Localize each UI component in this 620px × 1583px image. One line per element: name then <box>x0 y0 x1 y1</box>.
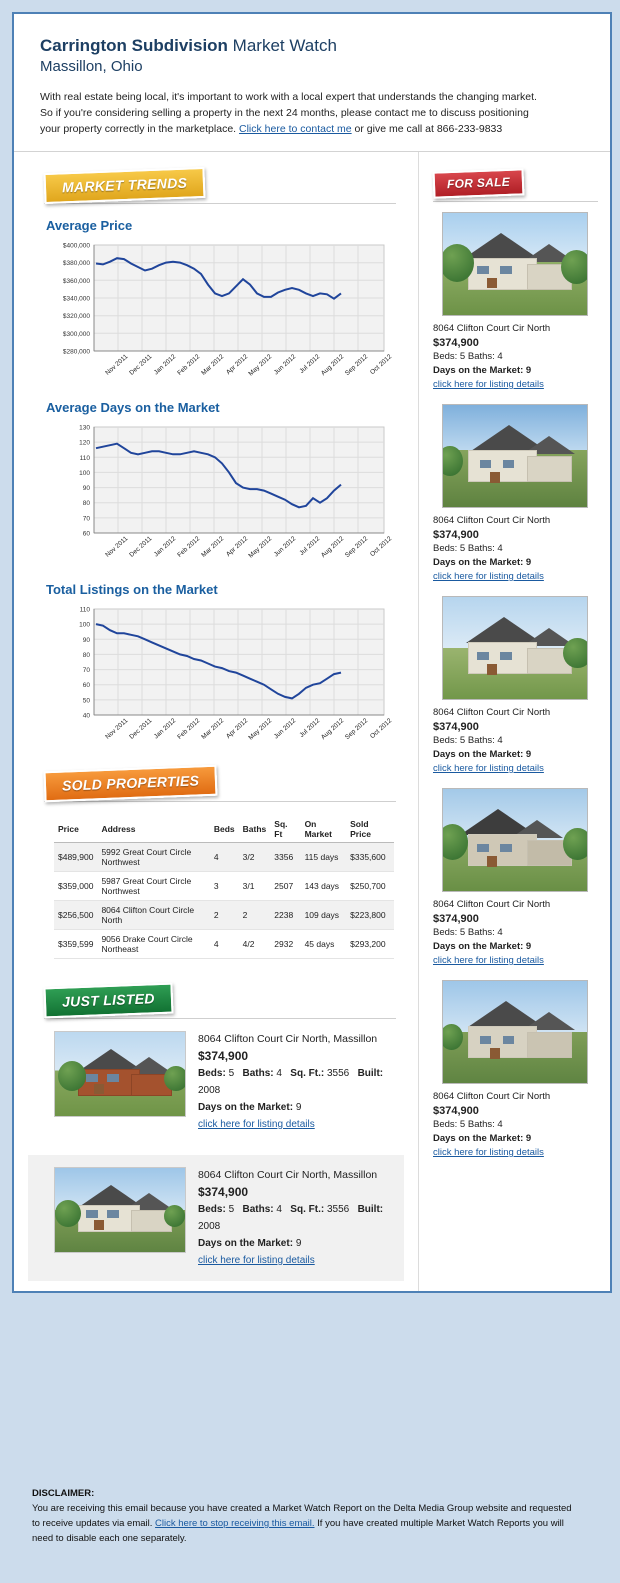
sold-properties-table <box>54 816 394 959</box>
listing-price: $374,900 <box>433 721 479 733</box>
list-item[interactable] <box>419 970 610 1162</box>
listing-details-link[interactable]: click here for listing details <box>433 1147 544 1158</box>
listing-details <box>433 706 596 776</box>
svg-text:$320,000: $320,000 <box>62 313 90 321</box>
list-item[interactable] <box>419 394 610 586</box>
intro-line-3 <box>40 121 584 137</box>
cell-price: $359,000 <box>54 872 97 901</box>
listing-details-link[interactable]: click here for listing details <box>433 571 544 582</box>
svg-text:100: 100 <box>79 469 90 477</box>
property-photo[interactable] <box>442 788 588 892</box>
cell-beds: 4 <box>210 843 239 872</box>
page-subtitle: Massillon, Ohio <box>40 58 143 75</box>
listing-beds-baths: Beds: 5 Baths: 4 <box>433 735 503 746</box>
sqft-label: Sq. Ft.: <box>290 1068 325 1079</box>
dom-label: Days on the Market: <box>198 1238 294 1249</box>
svg-text:Jul 2012: Jul 2012 <box>298 353 322 375</box>
listing-address: 8064 Clifton Court Cir North <box>433 1091 551 1102</box>
contact-link[interactable]: Click here to contact me <box>239 123 352 135</box>
svg-text:70: 70 <box>82 515 90 523</box>
svg-text:Mar 2012: Mar 2012 <box>200 353 226 377</box>
listing-beds-baths: Beds: 5 Baths: 4 <box>433 351 503 362</box>
table-row <box>54 930 394 959</box>
svg-text:Feb 2012: Feb 2012 <box>176 535 202 559</box>
cell-on-market: 109 days <box>301 901 347 930</box>
svg-text:Jul 2012: Jul 2012 <box>298 717 322 739</box>
listing-beds-baths: Beds: 5 Baths: 4 <box>433 1119 503 1130</box>
listing-details <box>433 1090 596 1160</box>
disclaimer-line-1: You are receiving this email because you have created a Market Watch Report on the Delta Media Group website and requested <box>32 1503 572 1514</box>
listing-price: $374,900 <box>433 529 479 541</box>
svg-text:100: 100 <box>79 621 90 629</box>
cell-sold-price: $223,800 <box>346 901 394 930</box>
listing-details-link[interactable]: click here for listing details <box>433 955 544 966</box>
svg-text:120: 120 <box>79 439 90 447</box>
page-title <box>40 36 584 56</box>
svg-text:Dec 2011: Dec 2011 <box>128 717 154 741</box>
svg-text:Jun 2012: Jun 2012 <box>272 717 298 741</box>
report-header <box>14 14 610 152</box>
svg-text:Feb 2012: Feb 2012 <box>176 353 202 377</box>
cell-sqft: 2507 <box>270 872 300 901</box>
svg-text:Apr 2012: Apr 2012 <box>225 353 250 377</box>
chart-1-title: Average Price <box>46 218 133 233</box>
table-header-row <box>54 816 394 843</box>
dom-value: 9 <box>295 1102 302 1113</box>
chart-total-listings <box>14 568 418 750</box>
table-row <box>54 843 394 872</box>
svg-text:$360,000: $360,000 <box>62 277 90 285</box>
beds-label: Beds: <box>198 1204 226 1215</box>
svg-text:May 2012: May 2012 <box>247 717 274 742</box>
cell-price: $359,599 <box>54 930 97 959</box>
svg-text:Dec 2011: Dec 2011 <box>128 353 154 377</box>
svg-text:May 2012: May 2012 <box>247 353 274 378</box>
disclaimer-line-2b: If you have created multiple Market Watch Reports you will <box>314 1518 564 1529</box>
property-photo[interactable] <box>442 980 588 1084</box>
svg-text:110: 110 <box>79 606 90 614</box>
listing-dom: Days on the Market: 9 <box>433 1133 532 1144</box>
title-rest: Market Watch <box>227 36 337 55</box>
chart-2-svg <box>46 423 396 568</box>
listing-specs <box>198 1065 400 1099</box>
list-item[interactable] <box>419 202 610 394</box>
cell-baths: 3/1 <box>239 872 271 901</box>
svg-text:Jun 2012: Jun 2012 <box>272 353 298 377</box>
svg-text:Jan 2012: Jan 2012 <box>152 535 178 559</box>
listing-dom: Days on the Market: 9 <box>433 365 532 376</box>
svg-text:80: 80 <box>82 500 90 508</box>
svg-text:50: 50 <box>82 697 90 705</box>
svg-text:Nov 2011: Nov 2011 <box>104 717 130 741</box>
cell-sqft: 2238 <box>270 901 300 930</box>
listing-price: $374,900 <box>433 1105 479 1117</box>
svg-text:Oct 2012: Oct 2012 <box>369 535 394 559</box>
intro-line-3a: your property correctly in the marketplace. <box>40 123 239 135</box>
svg-text:Aug 2012: Aug 2012 <box>319 717 346 742</box>
listing-address: 8064 Clifton Court Cir North <box>433 515 551 526</box>
svg-text:Mar 2012: Mar 2012 <box>200 535 226 559</box>
dom-label: Days on the Market: <box>198 1102 294 1113</box>
col-sold-price: Sold Price <box>346 816 394 843</box>
cell-address: 5992 Great Court Circle Northwest <box>97 843 209 872</box>
just-listed-ribbon: JUST LISTED <box>43 983 173 1019</box>
svg-text:May 2012: May 2012 <box>247 535 274 560</box>
listing-dom: Days on the Market: 9 <box>433 557 532 568</box>
cell-sold-price: $335,600 <box>346 843 394 872</box>
listing-price: $374,900 <box>198 1185 249 1199</box>
listing-details-link[interactable]: click here for listing details <box>433 763 544 774</box>
cell-beds: 3 <box>210 872 239 901</box>
listing-dom <box>198 1099 400 1116</box>
col-on-market: On Market <box>301 816 347 843</box>
property-photo[interactable] <box>442 212 588 316</box>
beds-value: 5 <box>228 1068 235 1079</box>
listing-details-link[interactable]: click here for listing details <box>198 1255 315 1266</box>
listing-beds-baths: Beds: 5 Baths: 4 <box>433 927 503 938</box>
disclaimer-heading-text: DISCLAIMER: <box>32 1488 95 1499</box>
svg-text:Aug 2012: Aug 2012 <box>319 535 346 560</box>
cell-sqft: 3356 <box>270 843 300 872</box>
listing-specs <box>198 1201 386 1235</box>
built-label: Built: <box>357 1204 384 1215</box>
svg-text:60: 60 <box>82 530 90 538</box>
cell-sold-price: $293,200 <box>346 930 394 959</box>
disclaimer-heading <box>32 1486 588 1501</box>
table-row <box>54 901 394 930</box>
col-address: Address <box>97 816 209 843</box>
cell-address: 5987 Great Court Circle Northwest <box>97 872 209 901</box>
svg-text:Mar 2012: Mar 2012 <box>200 717 226 741</box>
svg-text:90: 90 <box>82 636 90 644</box>
built-label: Built: <box>357 1068 384 1079</box>
svg-text:Nov 2011: Nov 2011 <box>104 535 130 559</box>
for-sale-column <box>418 152 610 1291</box>
listing-price: $374,900 <box>433 913 479 925</box>
disclaimer-line-2a: to receive updates via email. <box>32 1518 156 1529</box>
col-sqft: Sq. Ft <box>270 816 300 843</box>
chart-1-svg <box>46 241 396 386</box>
svg-text:$300,000: $300,000 <box>62 330 90 338</box>
svg-text:$400,000: $400,000 <box>62 242 90 250</box>
sqft-label: Sq. Ft.: <box>290 1204 325 1215</box>
disclaimer <box>12 1470 608 1556</box>
svg-text:60: 60 <box>82 682 90 690</box>
baths-label: Baths: <box>242 1204 274 1215</box>
intro-text <box>40 89 584 137</box>
svg-text:Oct 2012: Oct 2012 <box>369 353 394 377</box>
svg-text:Jan 2012: Jan 2012 <box>152 717 178 741</box>
report-body <box>14 152 610 1291</box>
listing-address: 8064 Clifton Court Cir North <box>433 323 551 334</box>
svg-text:Apr 2012: Apr 2012 <box>225 717 250 741</box>
cell-beds: 4 <box>210 930 239 959</box>
unsubscribe-link[interactable]: Click here to stop receiving this email. <box>155 1518 315 1529</box>
listing-address: 8064 Clifton Court Cir North <box>433 899 551 910</box>
listing-address: 8064 Clifton Court Cir North, Massillon <box>198 1169 378 1181</box>
listing-price: $374,900 <box>198 1049 249 1063</box>
cell-beds: 2 <box>210 901 239 930</box>
listing-price: $374,900 <box>433 337 479 349</box>
col-baths: Baths <box>239 816 271 843</box>
cell-baths: 4/2 <box>239 930 271 959</box>
dom-value: 9 <box>295 1238 302 1249</box>
property-photo[interactable] <box>54 1167 186 1253</box>
baths-value: 4 <box>276 1204 282 1215</box>
svg-text:80: 80 <box>82 651 90 659</box>
left-column <box>14 152 418 1291</box>
cell-address: 9056 Drake Court Circle Northeast <box>97 930 209 959</box>
svg-text:$280,000: $280,000 <box>62 348 90 356</box>
col-price: Price <box>54 816 97 843</box>
report-frame <box>12 12 612 1293</box>
built-value: 2008 <box>198 1085 221 1096</box>
cell-sold-price: $250,700 <box>346 872 394 901</box>
for-sale-ribbon: FOR SALE <box>433 168 525 198</box>
chart-2-title: Average Days on the Market <box>46 400 220 415</box>
cell-on-market: 143 days <box>301 872 347 901</box>
list-item[interactable] <box>28 1155 404 1281</box>
listing-details <box>198 1167 386 1269</box>
listing-details <box>198 1031 400 1133</box>
svg-text:$380,000: $380,000 <box>62 260 90 268</box>
svg-text:Jun 2012: Jun 2012 <box>272 535 298 559</box>
col-beds: Beds <box>210 816 239 843</box>
svg-text:Feb 2012: Feb 2012 <box>176 717 202 741</box>
sqft-value: 3556 <box>326 1068 350 1079</box>
chart-3-title: Total Listings on the Market <box>46 582 218 597</box>
listing-dom: Days on the Market: 9 <box>433 749 532 760</box>
svg-text:Apr 2012: Apr 2012 <box>225 535 250 559</box>
cell-on-market: 115 days <box>301 843 347 872</box>
cell-sqft: 2932 <box>270 930 300 959</box>
beds-value: 5 <box>228 1204 235 1215</box>
cell-baths: 3/2 <box>239 843 271 872</box>
sqft-value: 3556 <box>326 1204 350 1215</box>
svg-text:Sep 2012: Sep 2012 <box>343 535 370 560</box>
chart-average-price <box>14 204 418 386</box>
svg-text:$340,000: $340,000 <box>62 295 90 303</box>
built-value: 2008 <box>198 1221 221 1232</box>
listing-address: 8064 Clifton Court Cir North, Massillon <box>198 1033 378 1045</box>
listing-details-link[interactable]: click here for listing details <box>198 1119 315 1130</box>
listing-dom <box>198 1235 386 1252</box>
property-photo[interactable] <box>54 1031 186 1117</box>
property-photo[interactable] <box>442 596 588 700</box>
market-trends-ribbon: MARKET TRENDS <box>43 167 205 204</box>
intro-line-2: So if you're considering selling a property in the next 24 months, please contact me to discuss positioning <box>40 107 529 119</box>
listing-address: 8064 Clifton Court Cir North <box>433 707 551 718</box>
listing-details <box>433 514 596 584</box>
list-item[interactable] <box>14 1019 418 1145</box>
cell-baths: 2 <box>239 901 271 930</box>
cell-price: $489,900 <box>54 843 97 872</box>
listing-dom: Days on the Market: 9 <box>433 941 532 952</box>
cell-on-market: 45 days <box>301 930 347 959</box>
intro-line-3b: or give me call at 866-233-9833 <box>351 123 503 135</box>
svg-text:Jul 2012: Jul 2012 <box>298 535 322 557</box>
baths-value: 4 <box>276 1068 282 1079</box>
svg-text:Aug 2012: Aug 2012 <box>319 353 346 378</box>
beds-label: Beds: <box>198 1068 226 1079</box>
list-item[interactable] <box>419 586 610 778</box>
cell-address: 8064 Clifton Court Circle North <box>97 901 209 930</box>
svg-text:110: 110 <box>79 454 90 462</box>
listing-details <box>433 898 596 968</box>
listing-details-link[interactable]: click here for listing details <box>433 379 544 390</box>
listing-details <box>433 322 596 392</box>
disclaimer-line-3: need to disable each one separately. <box>32 1533 187 1544</box>
list-item[interactable] <box>419 778 610 970</box>
svg-text:Oct 2012: Oct 2012 <box>369 717 394 741</box>
svg-text:40: 40 <box>82 712 90 720</box>
baths-label: Baths: <box>242 1068 274 1079</box>
title-bold: Carrington Subdivision <box>40 36 228 55</box>
sold-properties-ribbon: SOLD PROPERTIES <box>43 765 217 803</box>
property-photo[interactable] <box>442 404 588 508</box>
table-row <box>54 872 394 901</box>
intro-line-1: With real estate being local, it's important to work with a local expert that understands the changing market. <box>40 91 537 103</box>
svg-text:Sep 2012: Sep 2012 <box>343 717 370 742</box>
svg-text:90: 90 <box>82 485 90 493</box>
chart-3-svg <box>46 605 396 750</box>
svg-text:Nov 2011: Nov 2011 <box>104 353 130 377</box>
chart-average-days-on-market <box>14 386 418 568</box>
svg-text:70: 70 <box>82 667 90 675</box>
cell-price: $256,500 <box>54 901 97 930</box>
svg-text:130: 130 <box>79 424 90 432</box>
listing-beds-baths: Beds: 5 Baths: 4 <box>433 543 503 554</box>
disclaimer-line-2 <box>32 1516 588 1531</box>
svg-text:Sep 2012: Sep 2012 <box>343 353 370 378</box>
svg-text:Dec 2011: Dec 2011 <box>128 535 154 559</box>
svg-text:Jan 2012: Jan 2012 <box>152 353 178 377</box>
